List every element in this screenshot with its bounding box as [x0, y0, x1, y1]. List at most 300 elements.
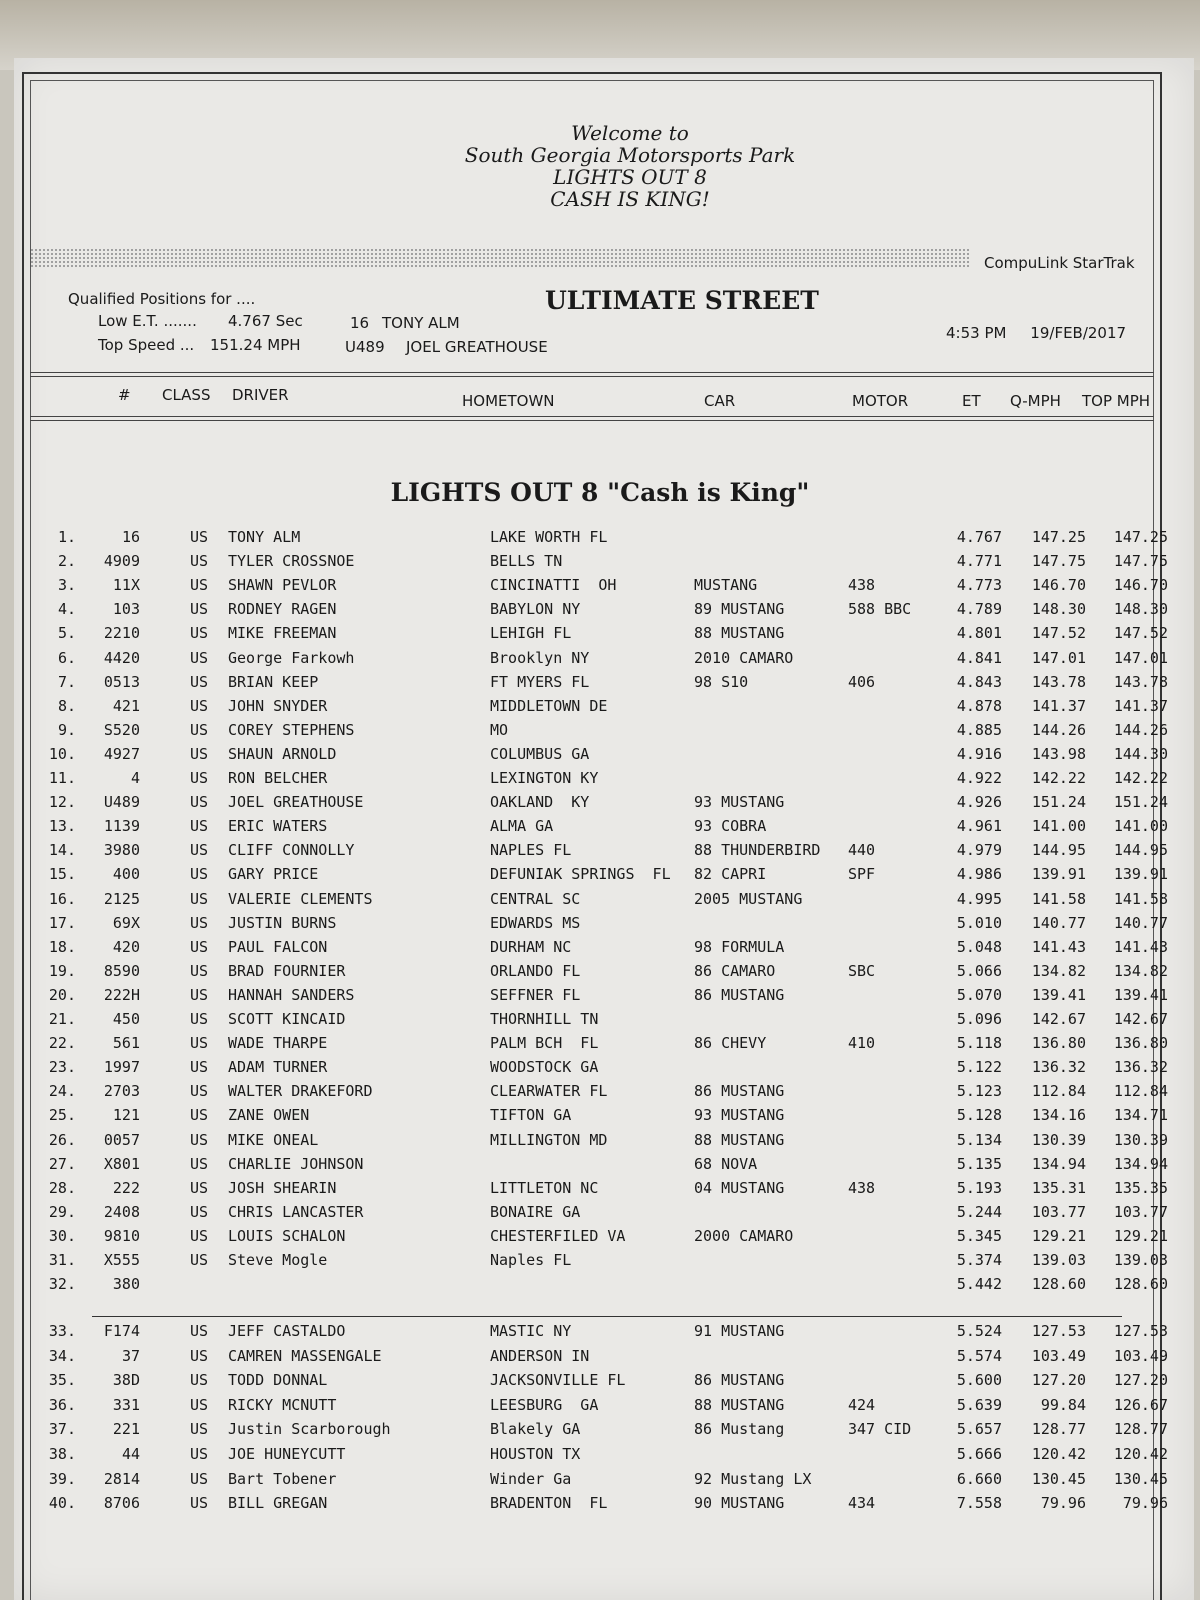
hometown: HOUSTON TX [490, 1445, 581, 1463]
et: 4.922 [956, 769, 1002, 787]
hometown: Blakely GA [490, 1420, 581, 1439]
hometown: EDWARDS MS [490, 913, 581, 932]
q-mph: 147.25 [1031, 528, 1086, 546]
q-mph: 140.77 [1031, 913, 1086, 932]
car: 86 CAMARO [694, 961, 776, 980]
result-row [0, 1058, 1200, 1082]
et: 4.841 [956, 648, 1002, 667]
motor: 438 [848, 1178, 876, 1197]
car: 88 THUNDERBIRD [694, 841, 821, 860]
top-mph: 134.71 [1113, 1106, 1168, 1125]
driver: BILL GREGAN [228, 1494, 328, 1513]
car: MUSTANG [694, 576, 758, 595]
et: 5.442 [956, 1275, 1002, 1294]
q-mph: 141.58 [1031, 889, 1086, 908]
result-row [0, 745, 1200, 769]
top-mph: 128.60 [1113, 1275, 1168, 1294]
result-row [0, 1179, 1200, 1203]
car-number: S520 [103, 720, 140, 739]
position: 25. [48, 1106, 76, 1125]
q-mph: 79.96 [1040, 1494, 1086, 1513]
result-row [0, 552, 1200, 576]
et: 5.345 [956, 1226, 1002, 1245]
et: 7.558 [956, 1494, 1002, 1513]
top-mph: 139.91 [1113, 865, 1168, 884]
et: 4.995 [956, 889, 1002, 908]
position: 8. [57, 696, 76, 715]
low-et-driver: TONY ALM [382, 314, 460, 332]
result-row [0, 1322, 1200, 1346]
q-mph: 151.24 [1031, 793, 1086, 812]
class: US [190, 841, 209, 860]
dotted-rule [30, 248, 970, 268]
q-mph: 142.67 [1031, 1010, 1086, 1028]
hometown: ORLANDO FL [490, 961, 581, 980]
class: US [190, 769, 209, 787]
position: 7. [57, 672, 76, 691]
driver: CLIFF CONNOLLY [228, 841, 355, 860]
position: 15. [48, 865, 76, 884]
result-row [0, 1445, 1200, 1469]
top-mph: 142.22 [1113, 769, 1168, 787]
top-mph: 148.30 [1113, 600, 1168, 619]
result-row [0, 673, 1200, 697]
driver: WALTER DRAKEFORD [228, 1082, 373, 1101]
result-row [0, 528, 1200, 552]
et: 4.767 [956, 528, 1002, 546]
class: US [190, 1322, 209, 1340]
low-et-value: 4.767 Sec [228, 312, 303, 330]
car: 2000 CAMARO [694, 1226, 794, 1245]
et: 4.843 [956, 672, 1002, 691]
et: 4.878 [956, 696, 1002, 715]
hometown: MO [490, 720, 509, 739]
class: US [190, 1251, 209, 1269]
result-row [0, 1203, 1200, 1227]
driver: SHAUN ARNOLD [228, 744, 337, 763]
hometown: ALMA GA [490, 817, 554, 836]
hometown: LAKE WORTH FL [490, 528, 608, 546]
car-number: 222H [103, 985, 140, 1004]
et: 6.660 [956, 1469, 1002, 1488]
q-mph: 130.45 [1031, 1469, 1086, 1488]
q-mph: 144.95 [1031, 841, 1086, 860]
top-mph: 141.00 [1113, 817, 1168, 836]
position: 30. [48, 1226, 76, 1245]
et: 5.123 [956, 1082, 1002, 1101]
position: 27. [48, 1154, 76, 1173]
car: 86 MUSTANG [694, 985, 785, 1004]
result-row [0, 697, 1200, 721]
driver: TODD DONNAL [228, 1371, 328, 1390]
car: 88 MUSTANG [694, 1130, 785, 1149]
driver: TYLER CROSSNOE [228, 552, 355, 571]
hometown: CENTRAL SC [490, 889, 581, 908]
driver: Steve Mogle [228, 1251, 328, 1269]
position: 38. [48, 1445, 76, 1463]
class: US [190, 889, 209, 908]
hometown: ANDERSON IN [490, 1346, 590, 1365]
event-tagline: CASH IS KING! [550, 187, 710, 211]
class: US [190, 672, 209, 691]
class: US [190, 865, 209, 884]
q-mph: 128.77 [1031, 1420, 1086, 1439]
class: US [190, 817, 209, 836]
car-number: F174 [103, 1322, 140, 1340]
hometown: TIFTON GA [490, 1106, 572, 1125]
position: 17. [48, 913, 76, 932]
rule-top-double [30, 376, 1154, 377]
hometown: JACKSONVILLE FL [490, 1371, 626, 1390]
position: 31. [48, 1251, 76, 1269]
position: 29. [48, 1202, 76, 1221]
q-mph: 147.52 [1031, 624, 1086, 643]
car-number: 4909 [103, 552, 140, 571]
hometown: DEFUNIAK SPRINGS FL [490, 865, 671, 884]
top-mph: 135.35 [1113, 1178, 1168, 1197]
class: US [190, 648, 209, 667]
car: 88 MUSTANG [694, 624, 785, 643]
car-number: 16 [121, 528, 140, 546]
q-mph: 127.20 [1031, 1371, 1086, 1390]
position: 9. [57, 720, 76, 739]
low-et-car: 16 [350, 314, 370, 332]
position: 21. [48, 1010, 76, 1028]
driver: ADAM TURNER [228, 1058, 328, 1077]
top-mph: 147.52 [1113, 624, 1168, 643]
car: 98 FORMULA [694, 937, 785, 956]
car-number: 4420 [103, 648, 140, 667]
driver: SHAWN PEVLOR [228, 576, 337, 595]
driver: RODNEY RAGEN [228, 600, 337, 619]
result-row [0, 986, 1200, 1010]
q-mph: 129.21 [1031, 1226, 1086, 1245]
class: US [190, 624, 209, 643]
car-number: 4927 [103, 744, 140, 763]
q-mph: 136.32 [1031, 1058, 1086, 1077]
hometown: CHESTERFILED VA [490, 1226, 626, 1245]
result-row [0, 721, 1200, 745]
result-row [0, 817, 1200, 841]
hometown: BELLS TN [490, 552, 563, 571]
result-row [0, 576, 1200, 600]
q-mph: 99.84 [1040, 1395, 1086, 1414]
hometown: CLEARWATER FL [490, 1082, 608, 1101]
top-mph: 141.58 [1113, 889, 1168, 908]
motor: 410 [848, 1034, 876, 1053]
car: 86 MUSTANG [694, 1082, 785, 1101]
et: 5.128 [956, 1106, 1002, 1125]
top-mph: 134.94 [1113, 1154, 1168, 1173]
car-number: 2125 [103, 889, 140, 908]
q-mph: 142.22 [1031, 769, 1086, 787]
driver: COREY STEPHENS [228, 720, 355, 739]
class: US [190, 1346, 209, 1365]
et: 5.193 [956, 1178, 1002, 1197]
et: 4.986 [956, 865, 1002, 884]
result-row [0, 1251, 1200, 1275]
class-title: ULTIMATE STREET [545, 286, 819, 315]
class: US [190, 1202, 209, 1221]
motor: 434 [848, 1494, 876, 1513]
report-date: 19/FEB/2017 [1030, 324, 1127, 342]
class: US [190, 1469, 209, 1488]
et: 4.771 [956, 552, 1002, 571]
hometown: LEESBURG GA [490, 1395, 599, 1414]
car: 86 CHEVY [694, 1034, 767, 1053]
car-number: 0057 [103, 1130, 140, 1149]
result-row [0, 1106, 1200, 1130]
driver: RON BELCHER [228, 769, 328, 787]
driver: SCOTT KINCAID [228, 1010, 346, 1028]
top-speed-label: Top Speed ... [98, 336, 195, 354]
hometown: LITTLETON NC [490, 1178, 599, 1197]
top-mph: 128.77 [1113, 1420, 1168, 1439]
top-mph: 144.95 [1113, 841, 1168, 860]
q-mph: 134.94 [1031, 1154, 1086, 1173]
class: US [190, 961, 209, 980]
class: US [190, 1154, 209, 1173]
class: US [190, 1226, 209, 1245]
position: 10. [48, 744, 76, 763]
result-row [0, 1082, 1200, 1106]
hometown: Winder Ga [490, 1469, 572, 1488]
driver: BRAD FOURNIER [228, 961, 346, 980]
car-number: 44 [121, 1445, 140, 1463]
class: US [190, 1371, 209, 1390]
car-number: 9810 [103, 1226, 140, 1245]
position: 28. [48, 1178, 76, 1197]
car-number: 69X [112, 913, 140, 932]
result-row [0, 865, 1200, 889]
et: 5.134 [956, 1130, 1002, 1149]
driver: Bart Tobener [228, 1469, 337, 1488]
result-row [0, 769, 1200, 793]
top-speed-driver: JOEL GREATHOUSE [406, 338, 548, 356]
driver: JOHN SNYDER [228, 696, 328, 715]
q-mph: 141.43 [1031, 937, 1086, 956]
hometown: MILLINGTON MD [490, 1130, 608, 1149]
q-mph: 144.26 [1031, 720, 1086, 739]
q-mph: 135.31 [1031, 1178, 1086, 1197]
class: US [190, 528, 209, 546]
top-mph: 103.77 [1113, 1202, 1168, 1221]
q-mph: 139.03 [1031, 1251, 1086, 1269]
welcome-line: Welcome to [571, 121, 689, 145]
top-mph: 141.37 [1113, 696, 1168, 715]
class: US [190, 720, 209, 739]
top-mph: 79.96 [1122, 1494, 1168, 1513]
driver: ZANE OWEN [228, 1106, 310, 1125]
welcome-heading [0, 122, 1200, 210]
col-num: # [118, 386, 131, 404]
car: 93 MUSTANG [694, 1106, 785, 1125]
hometown: LEXINGTON KY [490, 769, 599, 787]
hometown: MASTIC NY [490, 1322, 572, 1340]
q-mph: 134.16 [1031, 1106, 1086, 1125]
q-mph: 148.30 [1031, 600, 1086, 619]
col-motor: MOTOR [852, 392, 909, 410]
hometown: BONAIRE GA [490, 1202, 581, 1221]
driver: LOUIS SCHALON [228, 1226, 346, 1245]
hometown: SEFFNER FL [490, 985, 581, 1004]
class: US [190, 1494, 209, 1513]
position: 19. [48, 961, 76, 980]
et: 5.600 [956, 1371, 1002, 1390]
class: US [190, 1058, 209, 1077]
class: US [190, 1178, 209, 1197]
result-row [0, 1131, 1200, 1155]
hometown: CINCINATTI OH [490, 576, 617, 595]
top-mph: 141.43 [1113, 937, 1168, 956]
car: 2005 MUSTANG [694, 889, 803, 908]
position: 2. [57, 552, 76, 571]
top-mph: 144.26 [1113, 720, 1168, 739]
timestamp [946, 324, 1126, 342]
position: 13. [48, 817, 76, 836]
q-mph: 103.49 [1031, 1346, 1086, 1365]
hometown: THORNHILL TN [490, 1010, 599, 1028]
top-speed-car: U489 [345, 338, 385, 356]
q-mph: 147.01 [1031, 648, 1086, 667]
q-mph: 139.41 [1031, 985, 1086, 1004]
driver: PAUL FALCON [228, 937, 328, 956]
q-mph: 147.75 [1031, 552, 1086, 571]
event-title: LIGHTS OUT 8 "Cash is King" [390, 478, 810, 507]
top-mph: 126.67 [1113, 1395, 1168, 1414]
class: US [190, 793, 209, 812]
top-mph: 140.77 [1113, 913, 1168, 932]
class: US [190, 1034, 209, 1053]
hometown: MIDDLETOWN DE [490, 696, 608, 715]
top-speed-value: 151.24 MPH [210, 336, 301, 354]
car: 93 MUSTANG [694, 793, 785, 812]
top-mph: 127.53 [1113, 1322, 1168, 1340]
q-mph: 128.60 [1031, 1275, 1086, 1294]
position: 5. [57, 624, 76, 643]
col-car: CAR [704, 392, 736, 410]
et: 5.524 [956, 1322, 1002, 1340]
report-time: 4:53 PM [946, 324, 1007, 342]
result-row [0, 1371, 1200, 1395]
class: US [190, 696, 209, 715]
top-mph: 147.01 [1113, 648, 1168, 667]
car-number: 2814 [103, 1469, 140, 1488]
motor: 347 CID [848, 1420, 912, 1439]
et: 5.070 [956, 985, 1002, 1004]
position: 37. [48, 1420, 76, 1439]
motor: 424 [848, 1395, 876, 1414]
et: 4.916 [956, 744, 1002, 763]
car: 68 NOVA [694, 1154, 758, 1173]
position: 22. [48, 1034, 76, 1053]
rule-header-bottom-double [30, 420, 1154, 421]
et: 5.657 [956, 1420, 1002, 1439]
driver: CHARLIE JOHNSON [228, 1154, 364, 1173]
driver: Justin Scarborough [228, 1420, 391, 1439]
et: 5.135 [956, 1154, 1002, 1173]
et: 5.639 [956, 1395, 1002, 1414]
et: 4.961 [956, 817, 1002, 836]
driver: CAMREN MASSENGALE [228, 1346, 382, 1365]
position: 12. [48, 793, 76, 812]
motor: SBC [848, 961, 876, 980]
top-mph: 129.21 [1113, 1226, 1168, 1245]
driver: BRIAN KEEP [228, 672, 319, 691]
car-number: 37 [121, 1346, 140, 1365]
q-mph: 120.42 [1031, 1445, 1086, 1463]
car-number: 2703 [103, 1082, 140, 1101]
hometown: FT MYERS FL [490, 672, 590, 691]
driver: MIKE ONEAL [228, 1130, 319, 1149]
driver: TONY ALM [228, 528, 301, 546]
car-number: 38D [112, 1371, 140, 1390]
q-mph: 146.70 [1031, 576, 1086, 595]
result-row [0, 841, 1200, 865]
hometown: WOODSTOCK GA [490, 1058, 599, 1077]
q-mph: 103.77 [1031, 1202, 1086, 1221]
hometown: Naples FL [490, 1251, 572, 1269]
position: 33. [48, 1322, 76, 1340]
car-number: 380 [112, 1275, 140, 1294]
q-mph: 134.82 [1031, 961, 1086, 980]
driver: CHRIS LANCASTER [228, 1202, 364, 1221]
brand-label: CompuLink StarTrak [984, 254, 1135, 272]
position: 36. [48, 1395, 76, 1414]
class: US [190, 1106, 209, 1125]
car-number: 331 [112, 1395, 140, 1414]
hometown: DURHAM NC [490, 937, 572, 956]
car-number: 421 [112, 696, 140, 715]
result-row [0, 1396, 1200, 1420]
top-mph: 144.30 [1113, 744, 1168, 763]
result-row [0, 600, 1200, 624]
driver: ERIC WATERS [228, 817, 328, 836]
col-topmph: TOP MPH [1082, 392, 1151, 410]
motor: 406 [848, 672, 876, 691]
result-row [0, 1494, 1200, 1518]
et: 5.066 [956, 961, 1002, 980]
car-number: U489 [103, 793, 140, 812]
car: 88 MUSTANG [694, 1395, 785, 1414]
position: 34. [48, 1346, 76, 1365]
result-row [0, 1034, 1200, 1058]
position: 39. [48, 1469, 76, 1488]
hometown: OAKLAND KY [490, 793, 590, 812]
car-number: 1139 [103, 817, 140, 836]
car: 2010 CAMARO [694, 648, 794, 667]
top-mph: 142.67 [1113, 1010, 1168, 1028]
et: 4.773 [956, 576, 1002, 595]
driver: JUSTIN BURNS [228, 913, 337, 932]
result-row [0, 1227, 1200, 1251]
rule-top [30, 372, 1154, 373]
col-class: CLASS [162, 386, 211, 404]
q-mph: 130.39 [1031, 1130, 1086, 1149]
top-mph: 143.78 [1113, 672, 1168, 691]
class: US [190, 744, 209, 763]
q-mph: 139.91 [1031, 865, 1086, 884]
q-mph: 143.98 [1031, 744, 1086, 763]
top-mph: 147.75 [1113, 552, 1168, 571]
class: US [190, 985, 209, 1004]
car: 93 COBRA [694, 817, 767, 836]
top-mph: 136.32 [1113, 1058, 1168, 1077]
position: 3. [57, 576, 76, 595]
hometown: BABYLON NY [490, 600, 581, 619]
position: 11. [48, 769, 76, 787]
car-number: 8706 [103, 1494, 140, 1513]
